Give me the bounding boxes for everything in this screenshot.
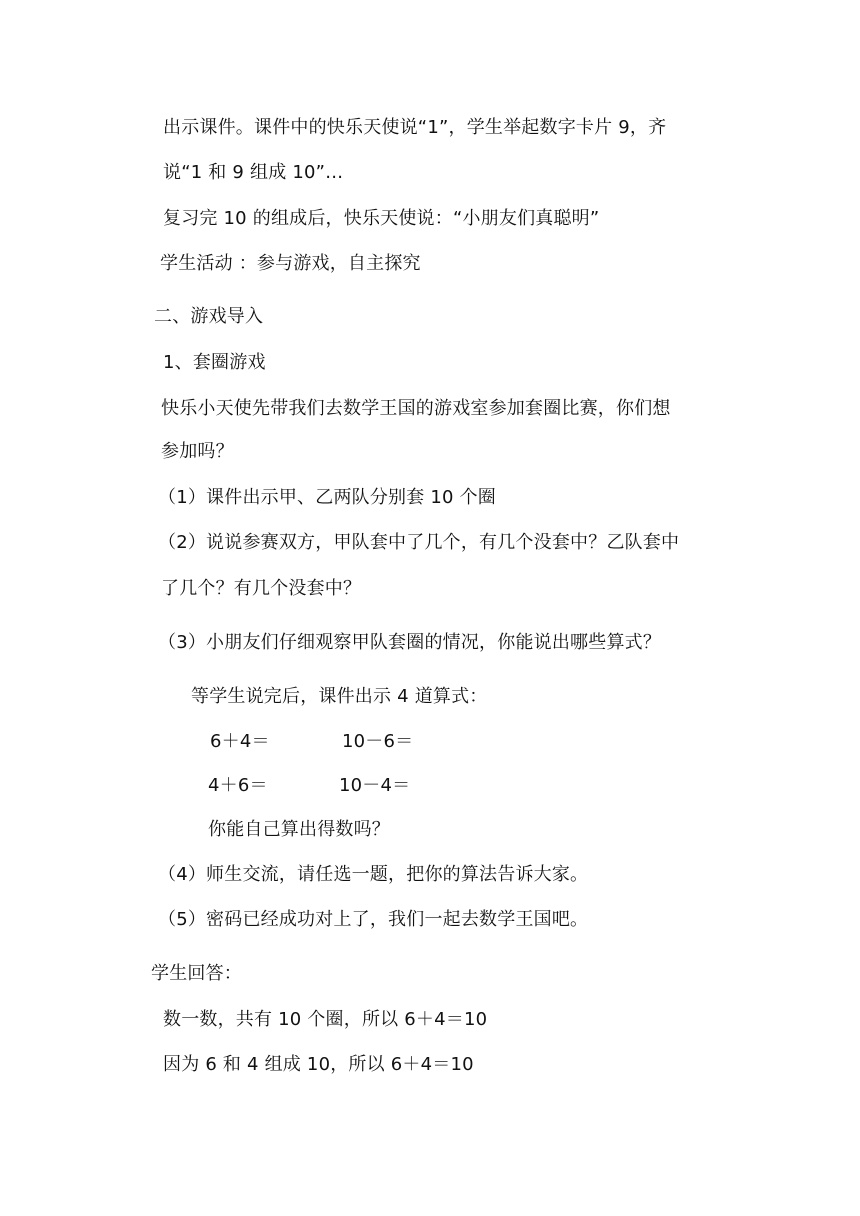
text-line: 快乐小天使先带我们去数学王国的游戏室参加套圈比赛，你们想 bbox=[161, 398, 671, 419]
text-line: 参加吗？ bbox=[161, 441, 234, 462]
text-line: 复习完 10 的组成后，快乐天使说：“小朋友们真聪明” bbox=[163, 208, 600, 229]
text-line: 学生回答： bbox=[151, 963, 242, 984]
text-line: （5）密码已经成功对上了，我们一起去数学王国吧。 bbox=[158, 909, 589, 930]
equation: 10－4＝ bbox=[339, 775, 411, 796]
text-line: 数一数，共有 10 个圈，所以 6＋4＝10 bbox=[163, 1009, 488, 1030]
equation: 6＋4＝ bbox=[210, 731, 270, 752]
text-line: 因为 6 和 4 组成 10，所以 6＋4＝10 bbox=[163, 1054, 474, 1075]
text-line: 出示课件。课件中的快乐天使说“1”，学生举起数字卡片 9，齐 bbox=[163, 117, 667, 138]
equation: 4＋6＝ bbox=[208, 775, 268, 796]
equation: 10－6＝ bbox=[342, 731, 414, 752]
section-heading: 二、游戏导入 bbox=[154, 306, 264, 327]
subsection-heading: 1、套圈游戏 bbox=[163, 352, 266, 373]
text-line: 学生活动 ：参与游戏，自主探究 bbox=[160, 253, 421, 274]
text-line: 你能自己算出得数吗？ bbox=[208, 819, 390, 840]
text-line: （4）师生交流，请任选一题，把你的算法告诉大家。 bbox=[158, 864, 589, 885]
text-line: 了几个？有几个没套中？ bbox=[161, 578, 362, 599]
text-line: （2）说说参赛双方，甲队套中了几个，有几个没套中？乙队套中 bbox=[158, 532, 680, 553]
text-line: 说“1 和 9 组成 10”… bbox=[163, 162, 344, 183]
text-line: （1）课件出示甲、乙两队分别套 10 个圈 bbox=[158, 487, 496, 508]
text-line: （3）小朋友们仔细观察甲队套圈的情况，你能说出哪些算式？ bbox=[158, 632, 662, 653]
text-line: 等学生说完后，课件出示 4 道算式： bbox=[191, 686, 488, 707]
